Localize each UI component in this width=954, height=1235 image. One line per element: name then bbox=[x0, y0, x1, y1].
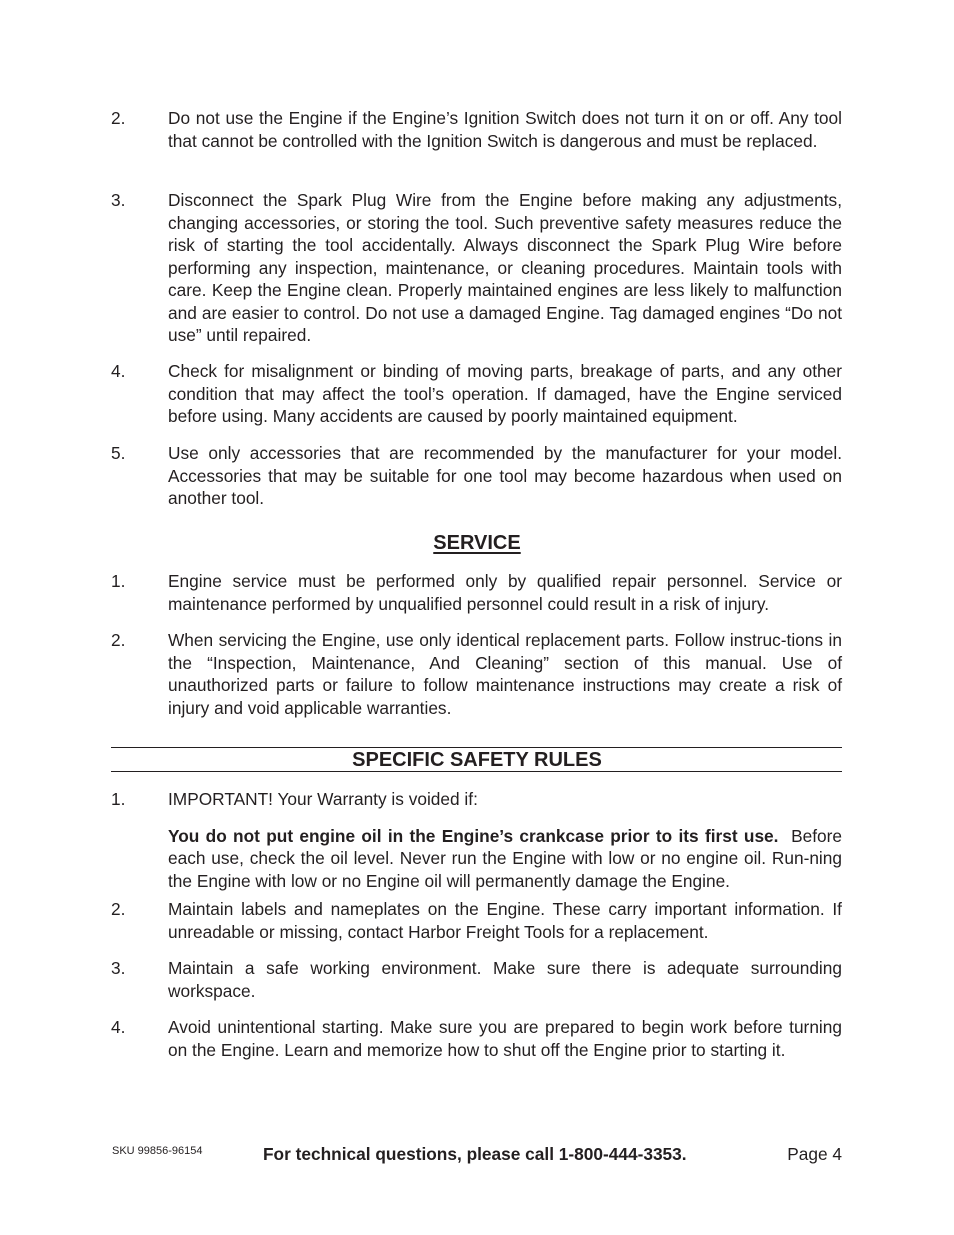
item-number: 3. bbox=[111, 958, 126, 978]
list-item bbox=[111, 1016, 842, 1061]
list-item bbox=[111, 788, 842, 892]
item-text: Avoid unintentional starting. Make sure you are prepared to begin work before turning on the Engine. Learn and memorize how to shut off the Engine prior to starting it. bbox=[168, 1017, 842, 1060]
list-item bbox=[111, 107, 842, 152]
list-item bbox=[111, 360, 842, 428]
warranty-rest: Before each use, check the oil level. Never run the Engine with low or no engine oil. Run-ning the Engine with low or no Engine oil will permanently damage the Engine. bbox=[168, 825, 842, 891]
service-heading-text: SERVICE bbox=[433, 532, 521, 554]
warranty-intro: IMPORTANT! Your Warranty is voided if: bbox=[168, 789, 478, 809]
item-number: 5. bbox=[111, 443, 126, 463]
list-item bbox=[111, 442, 842, 510]
item-text bbox=[168, 788, 842, 892]
item-number: 4. bbox=[111, 361, 126, 381]
item-number: 2. bbox=[111, 630, 126, 650]
item-text: Maintain labels and nameplates on the Engine. These carry important information. If unreadable or missing, contact Harbor Freight Tools for a replacement. bbox=[168, 899, 842, 942]
item-number: 4. bbox=[111, 1017, 126, 1037]
divider-top bbox=[111, 747, 842, 748]
item-number: 1. bbox=[111, 789, 126, 809]
list-item bbox=[111, 570, 842, 615]
footer-sku: SKU 99856-96154 bbox=[112, 1145, 203, 1157]
service-heading bbox=[0, 531, 954, 555]
item-number: 2. bbox=[111, 108, 126, 128]
item-number: 2. bbox=[111, 899, 126, 919]
specific-heading: SPECIFIC SAFETY RULES bbox=[352, 749, 602, 771]
footer-tech-support: For technical questions, please call 1-800-444-3353. bbox=[263, 1144, 687, 1164]
list-item bbox=[111, 898, 842, 943]
divider-bottom bbox=[111, 771, 842, 772]
item-number: 3. bbox=[111, 190, 126, 210]
item-number: 1. bbox=[111, 571, 126, 591]
list-item bbox=[111, 957, 842, 1002]
item-text: Maintain a safe working environment. Make sure there is adequate surrounding workspace. bbox=[168, 958, 842, 1001]
item-text: Engine service must be performed only by qualified repair personnel. Service or maintenance performed by unqualified personnel could result in a risk of injury. bbox=[168, 571, 842, 614]
item-text: Disconnect the Spark Plug Wire from the Engine before making any adjustments, changing accessories, or storing the tool. Such preventive safety measures reduce the risk of starting the tool accidentally. Always disconnect the Spark Plug Wire before performing any inspection, maintenance, or cleaning procedures. Maintain tools with care. Keep the Engine clean. Properly maintained engines are less likely to malfunction and are easier to control. Do not use a damaged Engine. Tag damaged engines “Do not use” until repaired. bbox=[168, 190, 842, 345]
warranty-bold: You do not put engine oil in the Engine’s crankcase prior to its first use. bbox=[168, 825, 779, 846]
item-text: Use only accessories that are recommended by the manufacturer for your model. Accessories that may be suitable for one tool may become hazardous when used on another tool. bbox=[168, 443, 842, 508]
list-item bbox=[111, 189, 842, 347]
warranty-detail bbox=[168, 825, 842, 893]
item-text: When servicing the Engine, use only identical replacement parts. Follow instruc-tions in the “Inspection, Maintenance, And Cleaning” section of this manual. Use of unauthorized parts or failure to follow maintenance instructions may create a risk of injury and void applicable warranties. bbox=[168, 630, 842, 718]
item-text: Do not use the Engine if the Engine’s Ignition Switch does not turn it on or off. Any tool that cannot be controlled with the Ignition Switch is dangerous and must be replaced. bbox=[168, 108, 842, 151]
page-number: Page 4 bbox=[787, 1144, 842, 1164]
item-text: Check for misalignment or binding of moving parts, breakage of parts, and any other condition that may affect the tool’s operation. If damaged, have the Engine serviced before using. Many accidents are caused by poorly maintained equipment. bbox=[168, 361, 842, 426]
list-item bbox=[111, 629, 842, 719]
